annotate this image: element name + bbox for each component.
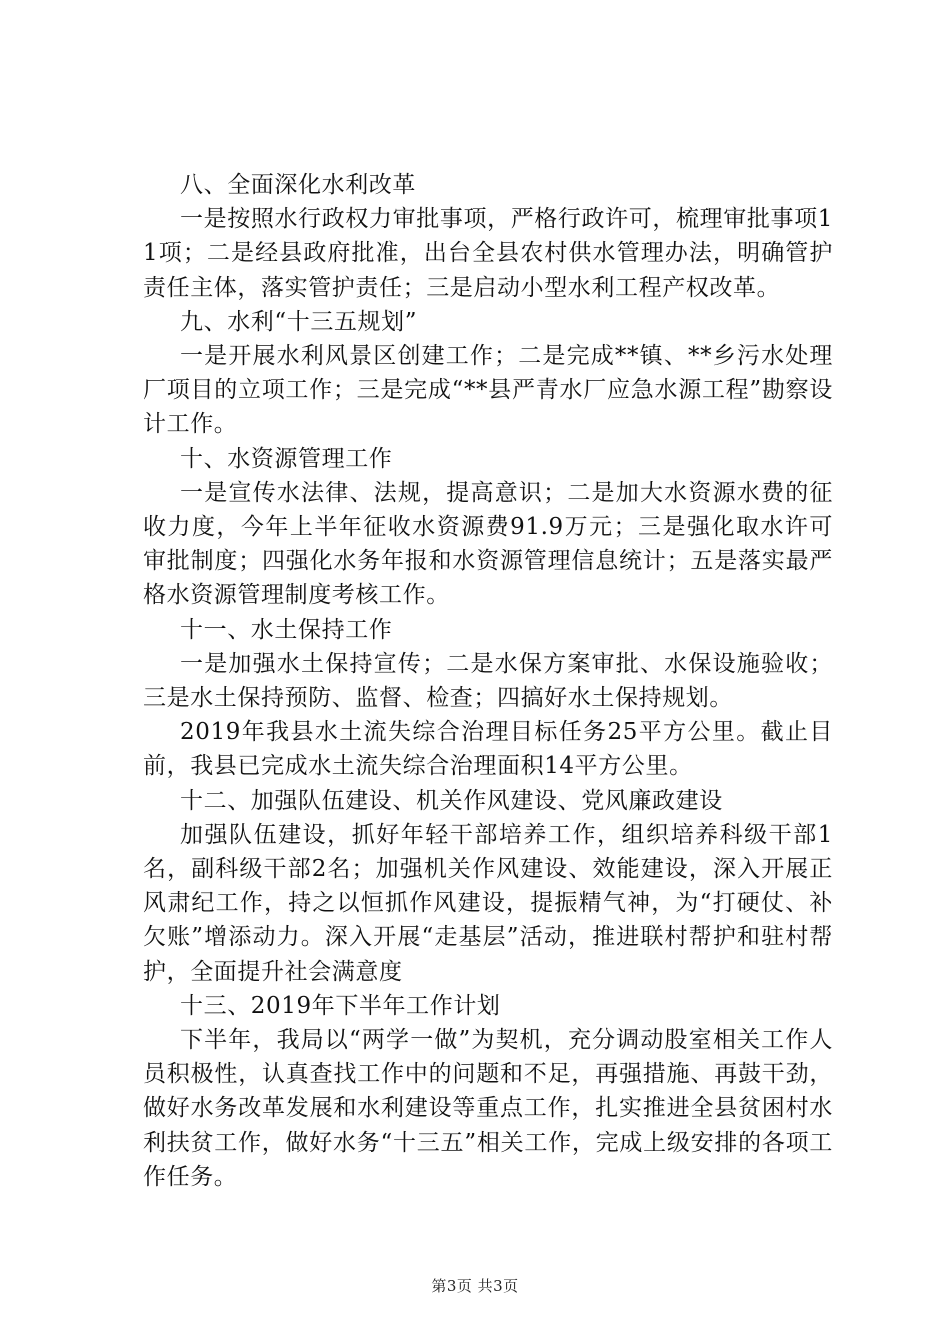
section-heading-9: 九、水利“十三五规划” <box>180 308 418 335</box>
section-heading-10: 十、水资源管理工作 <box>180 445 393 472</box>
section-heading-12: 十二、加强队伍建设、机关作风建设、党风廉政建设 <box>180 787 723 814</box>
section-body-12: 加强队伍建设，抓好年轻干部培养工作，组织培养科级干部1名，副科级干部2名；加强机关作风建设、效能建设，深入开展正风肃纪工作，持之以恒抓作风建设，提振精气神，为“打硬仗、补欠账”增添动力。深入开展“走基层”活动，推进联村帮护和驻村帮护，全面提升社会满意度 <box>143 821 833 985</box>
section-body-11-extra: 2019年我县水土流失综合治理目标任务25平方公里。截止目前，我县已完成水土流失综合治理面积14平方公里。 <box>143 719 833 780</box>
section-body-8: 一是按照水行政权力审批事项，严格行政许可，梳理审批事项11项；二是经县政府批准，出台全县农村供水管理办法，明确管护责任主体，落实管护责任；三是启动小型水利工程产权改革。 <box>143 206 833 301</box>
section-body-9: 一是开展水利风景区创建工作；二是完成**镇、**乡污水处理厂项目的立项工作；三是完成“**县严青水厂应急水源工程”勘察设计工作。 <box>143 343 833 438</box>
section-body-13: 下半年，我局以“两学一做”为契机，充分调动股室相关工作人员积极性，认真查找工作中的问题和不足，再强措施、再鼓干劲，做好水务改革发展和水利建设等重点工作，扎实推进全县贫困村水利扶贫工作，做好水务“十三五”相关工作，完成上级安排的各项工作任务。 <box>143 1027 833 1190</box>
section-body-10: 一是宣传水法律、法规，提高意识；二是加大水资源水费的征收力度，今年上半年征收水资源费91.9万元；三是强化取水许可审批制度；四强化水务年报和水资源管理信息统计；五是落实最严格水资源管理制度考核工作。 <box>143 479 833 609</box>
section-heading-13: 十三、2019年下半年工作计划 <box>180 992 501 1019</box>
document-body <box>143 168 833 1194</box>
section-heading-11: 十一、水土保持工作 <box>180 616 393 643</box>
section-heading-8: 八、全面深化水利改革 <box>180 172 416 198</box>
page-number-footer: 第3页 共3页 <box>431 1277 519 1295</box>
section-body-11: 一是加强水土保持宣传；二是水保方案审批、水保设施验收；三是水土保持预防、监督、检查；四搞好水土保持规划。 <box>143 650 833 712</box>
